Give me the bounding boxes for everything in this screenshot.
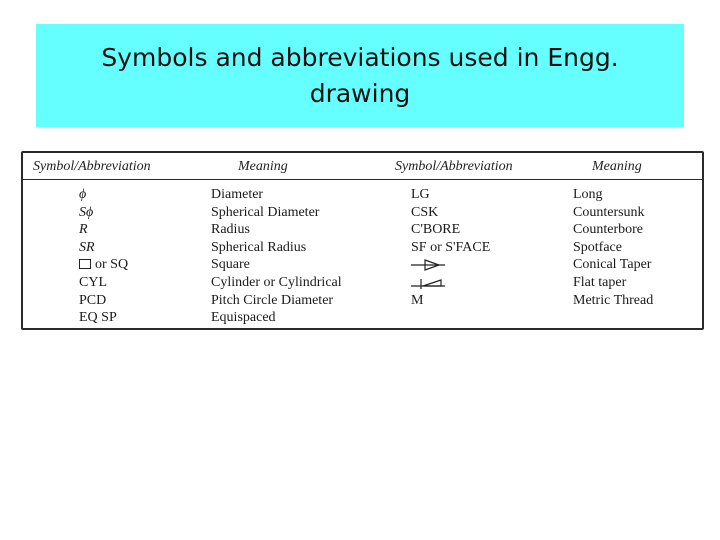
header-meaning-right: Meaning <box>592 159 642 174</box>
meaning-square: Square <box>211 257 250 273</box>
symbol-spotface: SF or S'FACE <box>411 239 491 255</box>
symbol-spherical-diameter: Sϕ <box>79 204 94 220</box>
header-meaning-left: Meaning <box>238 159 288 174</box>
symbols-table <box>21 151 704 330</box>
table-row <box>23 292 702 310</box>
square-icon <box>79 259 91 269</box>
symbol-diameter: ϕ <box>79 187 87 202</box>
meaning-diameter: Diameter <box>211 187 264 202</box>
title-banner <box>36 24 684 127</box>
meaning-long: Long <box>573 187 603 202</box>
table-row <box>23 204 702 222</box>
meaning-spherical-diameter: Spherical Diameter <box>211 204 320 220</box>
table-row <box>23 221 702 239</box>
meaning-countersunk: Countersunk <box>573 204 645 220</box>
meaning-conical-taper: Conical Taper <box>573 257 652 273</box>
meaning-equispaced: Equispaced <box>211 310 276 326</box>
table-header <box>23 153 702 180</box>
meaning-counterbore: Counterbore <box>573 222 643 238</box>
header-symbol-left: Symbol/Abbreviation <box>33 159 151 174</box>
symbol-equispaced: EQ SP <box>79 310 117 326</box>
meaning-spherical-radius: Spherical Radius <box>211 239 307 255</box>
meaning-spotface: Spotface <box>573 239 622 255</box>
symbol-spherical-radius: SR <box>79 239 95 255</box>
symbol-pcd: PCD <box>79 292 107 308</box>
symbol-radius: R <box>79 222 88 238</box>
meaning-flat-taper: Flat taper <box>573 274 627 290</box>
symbol-cylinder: CYL <box>79 274 107 290</box>
table-body <box>23 186 702 327</box>
symbol-long: LG <box>411 187 430 202</box>
symbol-metric-thread: M <box>411 292 424 308</box>
table-row <box>23 309 702 327</box>
meaning-radius: Radius <box>211 222 250 238</box>
flat-taper-icon <box>411 276 447 290</box>
meaning-cylinder: Cylinder or Cylindrical <box>211 274 342 290</box>
header-symbol-right: Symbol/Abbreviation <box>395 159 513 174</box>
table-row <box>23 186 702 204</box>
symbol-square <box>79 256 128 273</box>
table-row <box>23 274 702 292</box>
table-row <box>23 256 702 274</box>
table-row <box>23 239 702 257</box>
conical-taper-icon <box>411 258 447 272</box>
symbol-square-text: or SQ <box>95 257 129 273</box>
symbol-counterbore: C'BORE <box>411 222 461 238</box>
slide-title: Symbols and abbreviations used in Engg. drawing <box>101 42 619 108</box>
meaning-metric-thread: Metric Thread <box>573 292 654 308</box>
symbol-countersunk: CSK <box>411 204 439 220</box>
meaning-pcd: Pitch Circle Diameter <box>211 292 334 308</box>
